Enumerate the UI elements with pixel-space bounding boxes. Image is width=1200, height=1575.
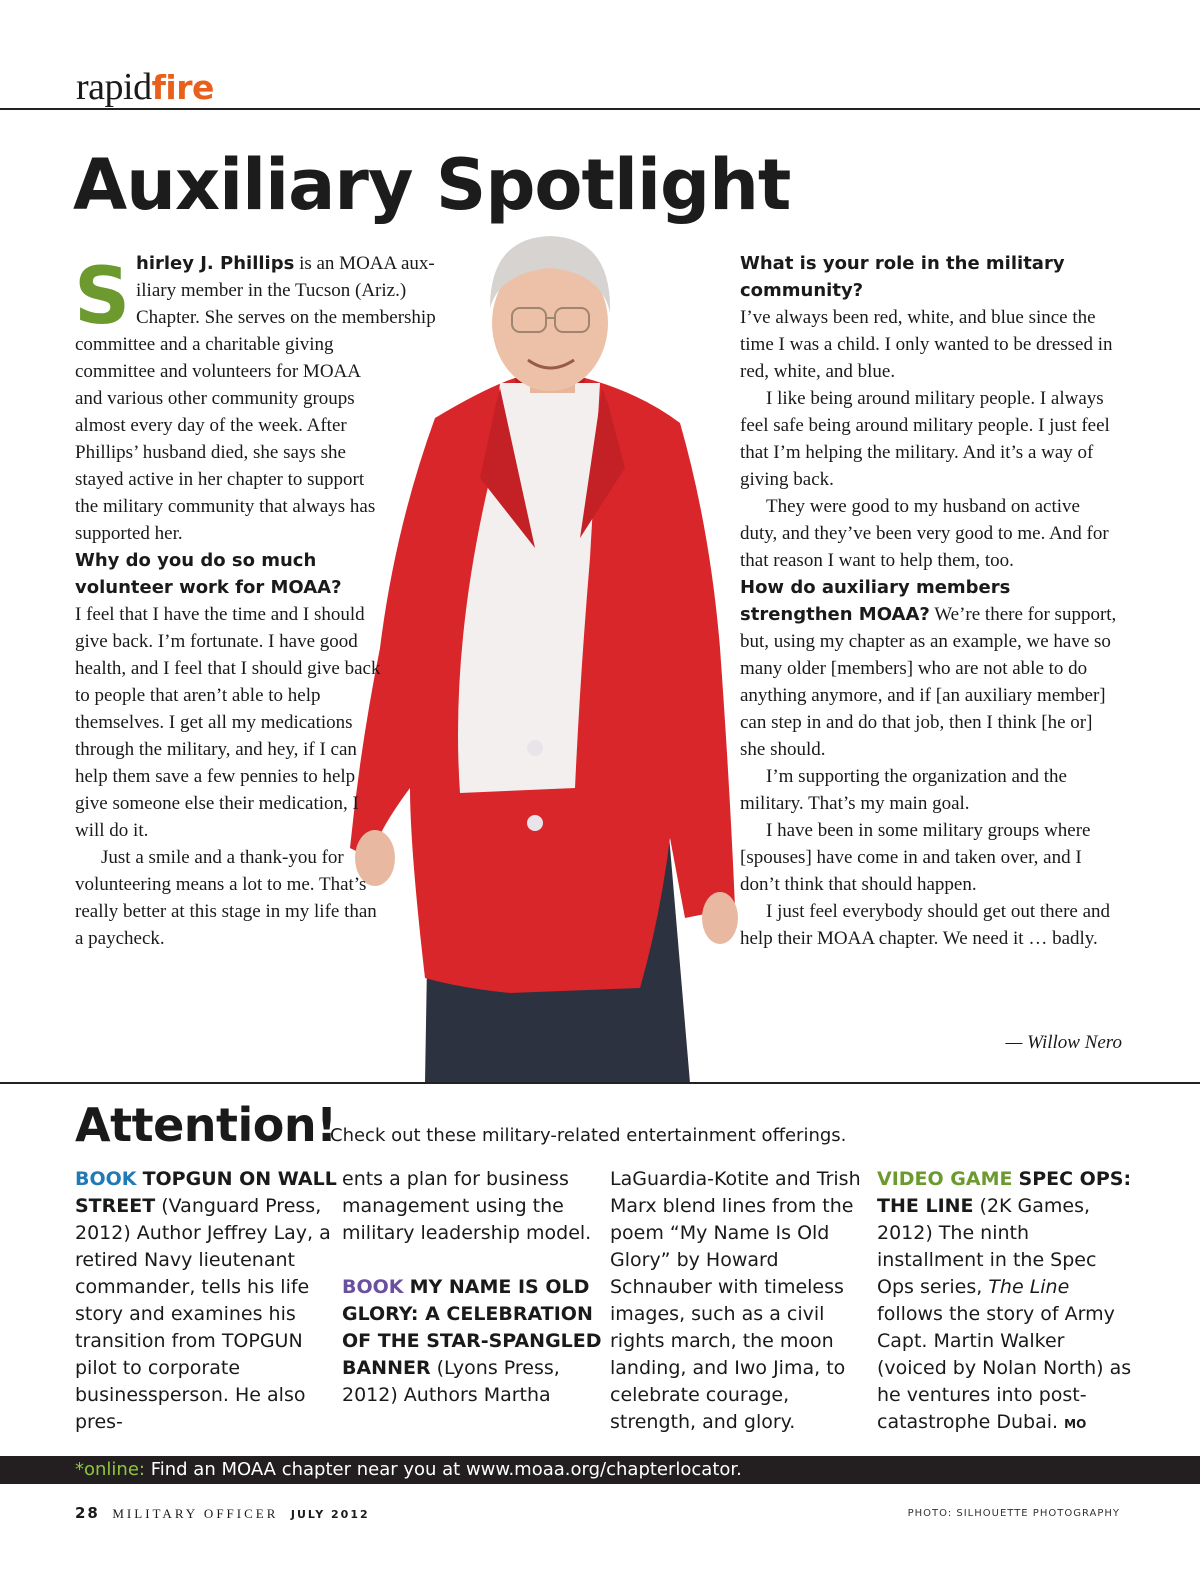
answer-1: I feel that I have the time and I should give back. I’m fortunate. I have good health, and I feel that I should give back to people that aren’t able to help themselves. I get all my medications through the military, and hey, if I can help them save a few pennies to help give someone else their medication, I will do it. (75, 604, 381, 841)
item3-body-b: follows the story of Army Capt. Martin Walker (voiced by Nolan North) as he ventures into post-catastrophe Dubai. (877, 1303, 1132, 1433)
answer-2b: I like being around military people. I always feel safe being around military people. I just feel that I’m helping the military. And it’s a way of giving back. (740, 388, 1110, 490)
item1-title: TOPGUN ON WALL STREET (75, 1168, 337, 1217)
online-text: Find an MOAA chapter near you at www.moaa.org/chapterlocator. (144, 1459, 742, 1480)
recommendation-column-2 (342, 1166, 604, 1409)
item1-body: (Vanguard Press, 2012) Author Jeffrey Lay, a retired Navy lieutenant commander, tells his life story and examines his transition from TOPGUN pilot to corporate businessperson. He also pres- (75, 1195, 331, 1433)
section-kicker (76, 68, 214, 106)
issue-date: JULY 2012 (290, 1508, 370, 1521)
item3-tag: VIDEO GAME (877, 1168, 1013, 1190)
magazine-name: MILITARY OFFICER (112, 1506, 279, 1521)
page-number: 28 (75, 1504, 100, 1522)
lead-paragraph: committee and a charitable giving committee and volunteers for MOAA and various other community groups almost every day of the week. After Phillips’ husband died, she says she stayed active in her chapter to support the military community that always has supported her. (75, 334, 376, 544)
top-rule (0, 108, 1200, 110)
kicker-rapid: rapid (76, 66, 152, 108)
item3-body-a: (2K Games, 2012) The ninth installment in the Spec Ops series, (877, 1195, 1097, 1298)
answer-3b: I’m supporting the organization and the military. That’s my main goal. (740, 766, 1067, 814)
drop-cap: S (74, 252, 131, 342)
item2-body: (Lyons Press, 2012) Authors Martha (342, 1357, 560, 1406)
item1-tag: BOOK (75, 1168, 137, 1190)
question-2: What is your role in the military community? (740, 253, 1065, 301)
answer-2c: They were good to my husband on active duty, and they’ve been very good to me. And for that reason I want to help them, too. (740, 496, 1109, 571)
attention-subtitle: Check out these military-related entertainment offerings. (330, 1125, 847, 1146)
byline: — Willow Nero (1005, 1032, 1122, 1053)
article-lead-indented (136, 250, 496, 331)
recommendation-column-3 (610, 1166, 872, 1436)
kicker-fire: fire (151, 68, 214, 107)
online-label: *online: (75, 1459, 145, 1480)
end-mark: MO (1064, 1417, 1087, 1431)
lead-line-1: is an MOAA aux- (294, 253, 435, 274)
question-3: How do auxiliary members strengthen MOAA? (740, 577, 1011, 625)
answer-3d: I just feel everybody should get out there and help their MOAA chapter. We need it … badly. (740, 901, 1111, 949)
attention-title: Attention! (75, 1098, 337, 1152)
answer-2: I’ve always been red, white, and blue since the time I was a child. I only wanted to be dressed in red, white, and blue. (740, 307, 1113, 382)
recommendation-column-4 (877, 1166, 1139, 1438)
answer-3: We’re there for support, but, using my chapter as an example, we have so many older [members] who are not able to do anything anymore, and if [an auxiliary member] can step in and do that job, then I think [he or] she should. (740, 604, 1117, 760)
item2-title: MY NAME IS OLD GLORY: A CELEBRATION OF THE STAR-SPANGLED BANNER (342, 1276, 602, 1379)
item2-tag: BOOK (342, 1276, 404, 1298)
portrait-photo (340, 228, 760, 1083)
item2-body-continued: LaGuardia-Kotite and Trish Marx blend lines from the poem “My Name Is Old Glory” by Howard Schnauber with timeless images, such as a civil rights march, the moon landing, and Iwo Jima, to celebrate courage, strength, and glory. (610, 1168, 861, 1433)
folio (75, 1504, 370, 1522)
lead-line-2: iliary member in the Tucson (Ariz.) (136, 280, 407, 301)
section-rule (0, 1082, 1200, 1084)
article-left-column (75, 331, 387, 952)
page-title: Auxiliary Spotlight (73, 144, 791, 226)
lead-line-3: Chapter. She serves on the membership (136, 307, 436, 328)
item3-body-italic: The Line (988, 1276, 1070, 1298)
question-1: Why do you do so much volunteer work for MOAA? (75, 550, 342, 598)
photo-credit: PHOTO: SILHOUETTE PHOTOGRAPHY (907, 1508, 1120, 1519)
online-callout (75, 1457, 742, 1483)
answer-3c: I have been in some military groups where [spouses] have come in and taken over, and I don’t think that should happen. (740, 820, 1091, 895)
item3-title: SPEC OPS: THE LINE (877, 1168, 1132, 1217)
answer-1b: Just a smile and a thank-you for volunteering means a lot to me. That’s really better at this stage in my life than a paycheck. (75, 847, 377, 949)
recommendation-column-1 (75, 1166, 337, 1436)
subject-name: hirley J. Phillips (136, 253, 295, 274)
column-spacer: ents a plan for business management using the military leadership model. (342, 1168, 592, 1244)
article-right-column (740, 250, 1120, 952)
